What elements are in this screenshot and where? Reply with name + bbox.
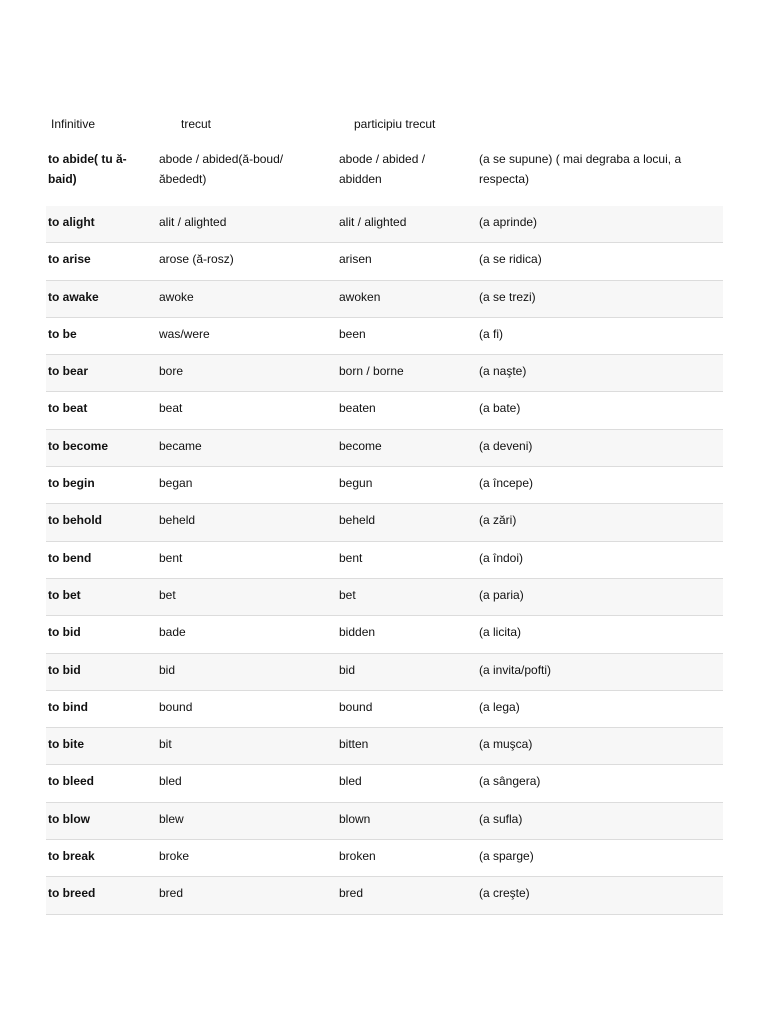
past-cell: bent (159, 550, 183, 565)
infinitive-cell: to break (48, 849, 95, 864)
past-cell: began (159, 476, 193, 491)
table-row (46, 654, 723, 691)
past-cell: abode / abided(ă-boud/ăbededt) (159, 152, 284, 186)
infinitive-cell: to blow (48, 811, 90, 826)
past-cell: beheld (159, 513, 196, 528)
translation-cell: (a sufla) (479, 811, 523, 826)
past-cell: broke (159, 849, 190, 864)
table-row (46, 728, 723, 765)
translation-cell: (a invita/pofti) (479, 662, 552, 677)
table-row (46, 691, 723, 728)
participle-cell: bid (339, 662, 356, 677)
infinitive-cell: to bleed (48, 774, 95, 789)
infinitive-cell: to behold (48, 513, 102, 528)
table-header (0, 117, 768, 137)
infinitive-cell: to bend (48, 550, 92, 565)
past-cell: blew (159, 811, 184, 826)
infinitive-cell: to bid (48, 662, 81, 677)
participle-cell: bet (339, 587, 356, 602)
infinitive-cell: to become (48, 438, 109, 453)
infinitive-cell: to bear (48, 364, 89, 379)
infinitive-cell: to begin (48, 476, 95, 491)
past-cell: bred (159, 886, 184, 901)
table-row (46, 355, 723, 392)
participle-cell: bound (339, 699, 373, 714)
translation-cell: (a îndoi) (479, 550, 524, 565)
translation-cell: (a bate) (479, 401, 521, 416)
table-row (46, 467, 723, 504)
translation-cell: (a se supune) ( mai degraba a locui, a respecta) (479, 152, 682, 186)
past-cell: arose (ă-rosz) (159, 252, 234, 267)
past-cell: was/were (159, 326, 210, 341)
translation-cell: (a zări) (479, 513, 517, 528)
past-cell: bade (159, 625, 186, 640)
table-row (46, 765, 723, 802)
participle-cell: bled (339, 774, 362, 789)
infinitive-cell: to bet (48, 587, 81, 602)
header-participle: participiu trecut (354, 117, 436, 131)
translation-cell: (a creşte) (479, 886, 530, 901)
header-infinitive: Infinitive (51, 117, 96, 131)
infinitive-cell: to abide( tu ă-baid) (48, 152, 127, 186)
participle-cell: arisen (339, 252, 372, 267)
past-cell: bet (159, 587, 176, 602)
translation-cell: (a licita) (479, 625, 522, 640)
translation-cell: (a sângera) (479, 774, 541, 789)
participle-cell: awoken (339, 289, 381, 304)
infinitive-cell: to be (48, 326, 77, 341)
participle-cell: bitten (339, 737, 369, 752)
participle-cell: been (339, 326, 366, 341)
participle-cell: bent (339, 550, 363, 565)
translation-cell: (a paria) (479, 587, 524, 602)
table-row (46, 579, 723, 616)
verb-table (46, 143, 723, 915)
table-row (46, 206, 723, 243)
participle-cell: beheld (339, 513, 376, 528)
translation-cell: (a începe) (479, 476, 534, 491)
past-cell: bid (159, 662, 176, 677)
table-row (46, 143, 723, 206)
header-past: trecut (181, 117, 212, 131)
past-cell: bled (159, 774, 182, 789)
translation-cell: (a deveni) (479, 438, 533, 453)
infinitive-cell: to bite (48, 737, 84, 752)
table-row (46, 243, 723, 280)
translation-cell: (a naşte) (479, 364, 527, 379)
translation-cell: (a sparge) (479, 849, 534, 864)
translation-cell: (a muşca) (479, 737, 533, 752)
translation-cell: (a lega) (479, 699, 520, 714)
past-cell: beat (159, 401, 183, 416)
participle-cell: blown (339, 811, 371, 826)
past-cell: alit / alighted (159, 215, 227, 229)
past-cell: became (159, 438, 202, 453)
participle-cell: alit / alighted (339, 215, 407, 229)
past-cell: bound (159, 699, 193, 714)
table-row (46, 616, 723, 653)
infinitive-cell: to arise (48, 252, 91, 267)
table-row (46, 281, 723, 318)
participle-cell: begun (339, 476, 373, 491)
infinitive-cell: to bid (48, 625, 81, 640)
table-row (46, 504, 723, 541)
infinitive-cell: to alight (48, 215, 95, 229)
participle-cell: become (339, 438, 382, 453)
participle-cell: beaten (339, 401, 376, 416)
participle-cell: abode / abided / abidden (339, 152, 426, 186)
past-cell: bit (159, 737, 172, 752)
table-row (46, 430, 723, 467)
table-row (46, 840, 723, 877)
translation-cell: (a aprinde) (479, 215, 538, 229)
table-row (46, 542, 723, 579)
past-cell: awoke (159, 289, 194, 304)
infinitive-cell: to beat (48, 401, 88, 416)
table-row (46, 392, 723, 429)
translation-cell: (a se ridica) (479, 252, 542, 267)
participle-cell: broken (339, 849, 376, 864)
past-cell: bore (159, 364, 184, 379)
participle-cell: born / borne (339, 364, 404, 379)
translation-cell: (a se trezi) (479, 289, 536, 304)
table-row (46, 803, 723, 840)
infinitive-cell: to awake (48, 289, 99, 304)
infinitive-cell: to breed (48, 886, 96, 901)
translation-cell: (a fi) (479, 326, 503, 341)
infinitive-cell: to bind (48, 699, 88, 714)
participle-cell: bred (339, 886, 364, 901)
table-row (46, 318, 723, 355)
table-row (46, 877, 723, 914)
participle-cell: bidden (339, 625, 376, 640)
